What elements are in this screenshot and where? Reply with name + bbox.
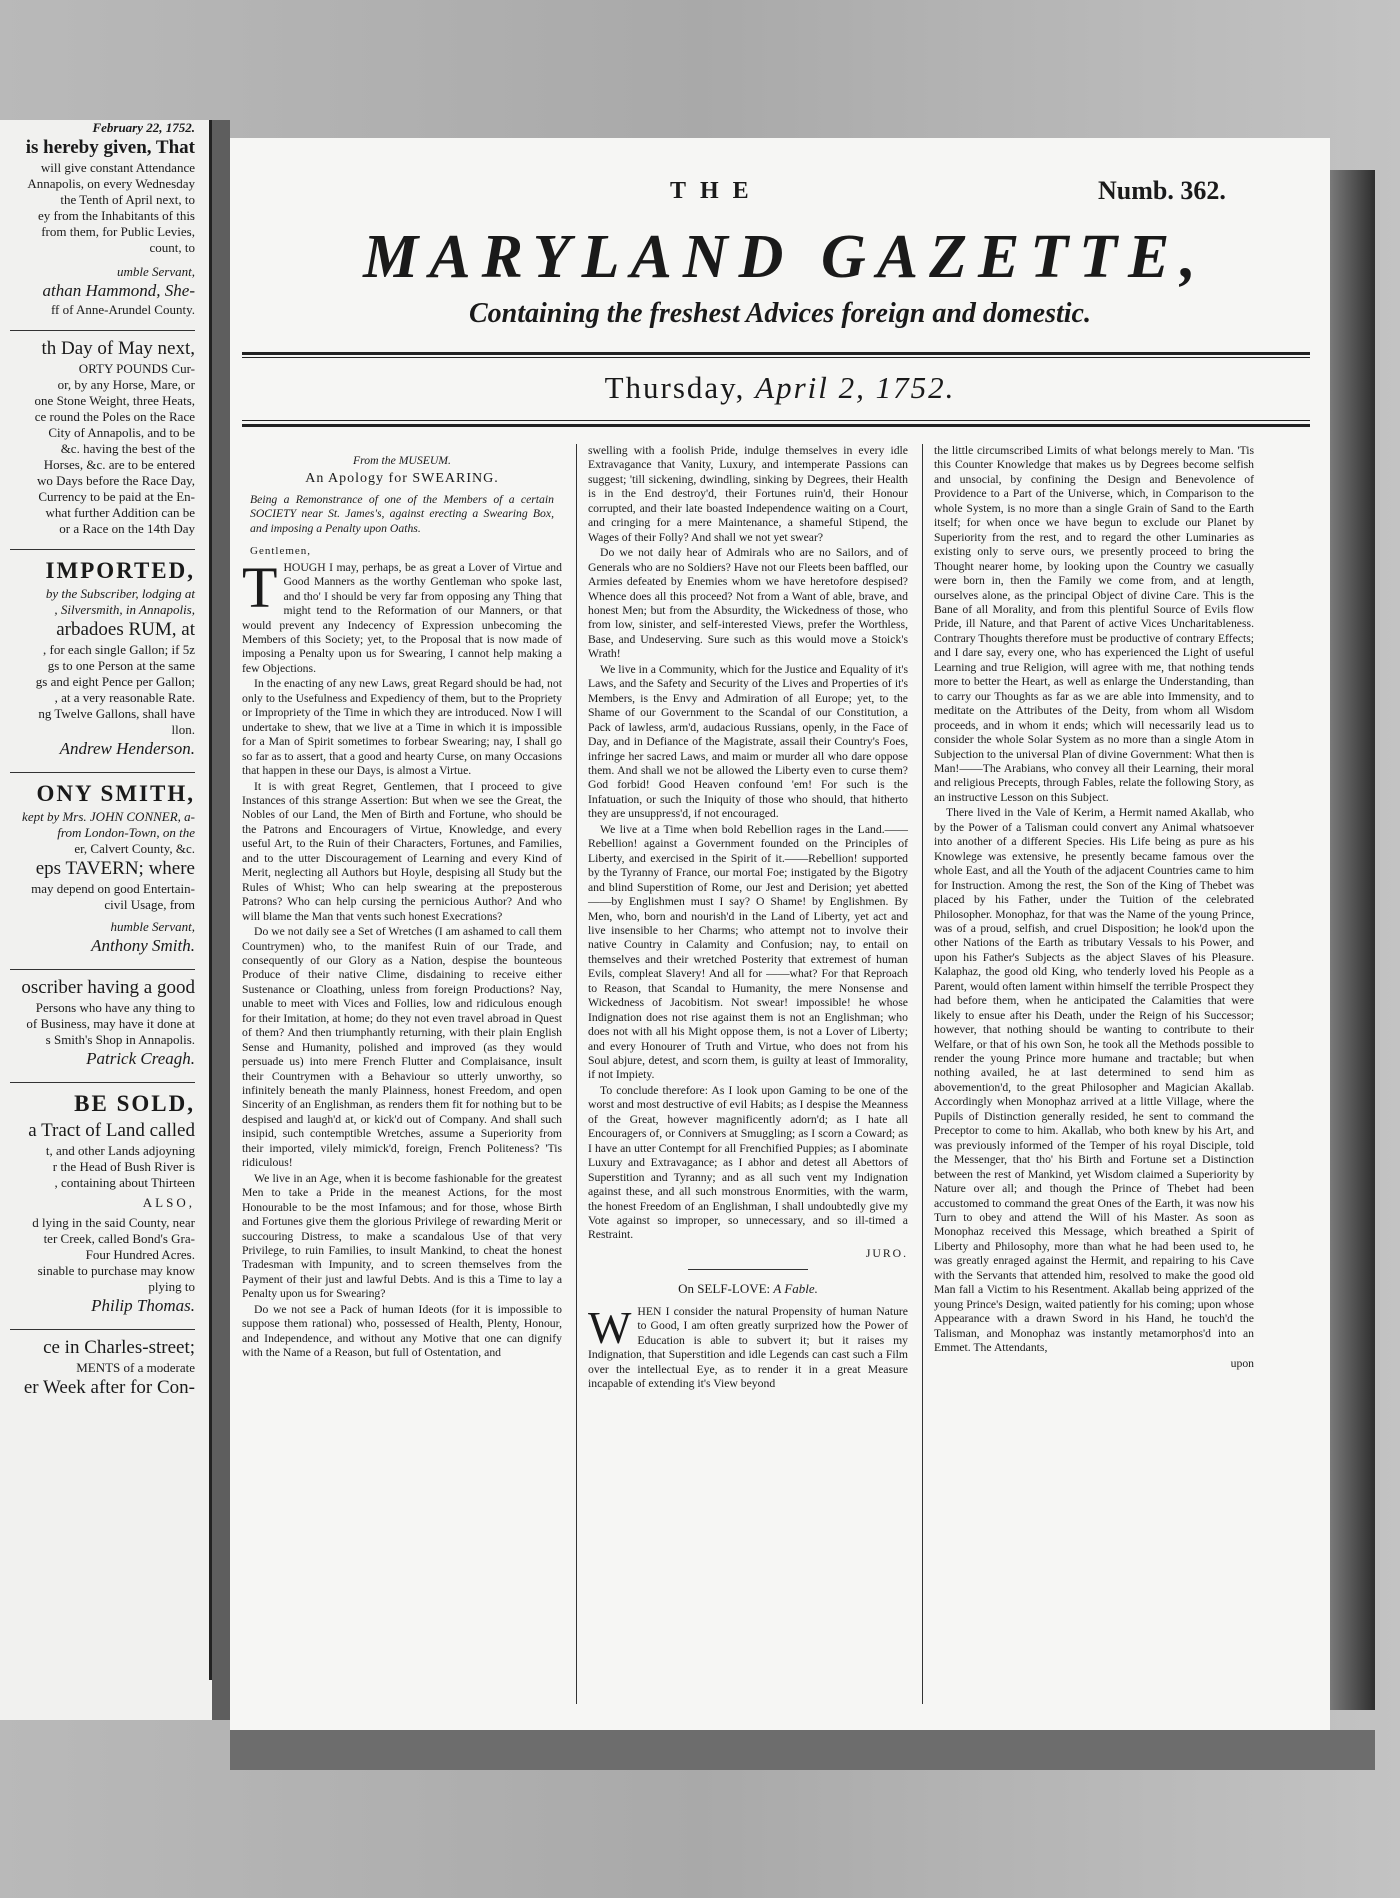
page-shadow — [230, 1730, 1375, 1770]
ad-line: count, to — [149, 240, 195, 255]
article-paragraph — [588, 1301, 908, 1392]
masthead-rule — [242, 352, 1310, 355]
ad-line: the Tenth of April next, to — [60, 192, 195, 207]
date-rule — [242, 420, 1310, 421]
ad-headline: th Day of May next, — [41, 338, 195, 359]
ad-line: from them, for Public Levies, — [41, 224, 195, 239]
ad-signer: athan Hammond, She- — [42, 281, 195, 300]
ad-line: t, and other Lands adjoyning — [45, 1143, 195, 1158]
fable-title-sub: A Fable. — [773, 1281, 818, 1297]
divider — [10, 330, 195, 331]
article-paragraph: We live at a Time when bold Rebellion rages in the Land.——Rebellion! against a Government founded on the Principles of Liberty, and exercised in the Spirit of it.——Rebellion! supported by the Tyranny of France, our mortal Foe; instigated by the Bigotry and blind Superstition of Rome, our Jest and Derision; yet abetted——by Englishmen must I say? O Shame! by Englishmen. By Men, who, born and nourish'd in the Land of Liberty, yet act and live insensible to her Charms; who attempt not to involve their native Country in Calamity and Confusion; nay, to entail on themselves and their wretched Posterity that extremest of human Evils, compleat Slavery! And all for ——what? For that Reproach to Reason, that Scandal to Humanity, the mere Nonsense and Wickedness of Jacobitism. Not swear! impossible! he whose Indignation does not rise against them is not an Englishman; who does not with all his Might oppose them, is not a Lover of Liberty; and every Honourer of Truth and Virtue, who does not from his Soul abjure, detest, and scorn them, is guilty at least of Immorality, if not Impiety. — [588, 822, 908, 1082]
ad-tract: a Tract of Land called — [28, 1120, 195, 1141]
ad-line: may depend on good Entertain- — [31, 881, 195, 896]
masthead-rule — [242, 357, 1310, 358]
fable-title-main: On SELF-LOVE: — [678, 1281, 771, 1297]
ad-race — [0, 337, 195, 537]
ad-line: ey from the Inhabitants of this — [37, 208, 195, 223]
ad-rum: arbadoes RUM, at — [56, 619, 195, 640]
date-rule — [242, 424, 1310, 427]
article-signature: JURO. — [865, 1246, 908, 1260]
issue-date — [230, 370, 1330, 406]
divider — [10, 969, 195, 970]
ad-line: or, by any Horse, Mare, or — [57, 377, 195, 392]
column-2 — [588, 444, 908, 1393]
ad-line: gs to one Person at the same — [47, 658, 195, 673]
issue-number: Numb. 362. — [1098, 176, 1226, 205]
ad-signer: Patrick Creagh. — [86, 1049, 195, 1068]
article-paragraph: There lived in the Vale of Kerim, a Hermit named Akallab, who by the Power of a Talisman could convert any Animal whatsoever into another of a different Species. His Life being as pure as his Knowlege was extensive, he presently became famous over the whole East, and all the Youth of the adjacent Countries came to him for Instruction. Among the rest, the Son of the King of Thebet was placed by his Father, under the Tuition of the celebrated Philosopher. Monophaz, for that was the Name of the young Prince, was of a proud, selfish, and cruel Disposition; he look'd upon the other Nations of the Earth as tributary Vessals to his Power, and upon his Father's Subjects as the abject Slaves of his Pleasure. Kalaphaz, the good old King, who tenderly loved his People as a Parent, would often lament within himself the terrible Prospect they had before them, when he anticipated the Calamities that were likely to ensue after his Death, under the Reign of his Successor; however, that nothing should be wanting to contribute to their Welfare, or that of his own Son, he took all the Methods possible to render the young Prince more humane and tractable; but when nothing availed, he at last determined to send him as abovemention'd, to the great Philosopher and Magician Akallab. Accordingly when Monophaz arrived at a little Village, where the Pupils of Distinction generally resided, he sent to command the Preceptor to come to him. Akallab, who both knew by his Art, and was previously informed of the Temper of his royal Disciple, told the Messenger, that tho' his Birth and Fortune set a Distinction between the rest of Mankind, yet Wisdom claimed a Superiority by Nature over all; and though the Prince of Thebet had been accustomed to command the great Ones of the Earth, it was now his Turn to obey and attend the Will of his Master. As soon as Monophaz received this Message, which breathed a Spirit of Liberty and Philosophy, more than what he had been used to, he was greatly enraged against the Hermit, and repairing to his Cave with the Servants that attended him, resolved to make the good old Man fall a Victim to his Resentment. Akallab being apprized of the young Prince's Design, waited patiently for his coming; upon whose Appearance with a drawn Sword in his Hand, he touch'd the Talisman, and Monophaz was instantly metamorphos'd into an Emmet. The Attendants, — [934, 806, 1254, 1355]
ad-tavern: eps TAVERN; where — [35, 858, 195, 879]
ad-headline: oscriber having a good — [21, 977, 195, 998]
drop-cap: W — [588, 1301, 632, 1353]
ad-line: will give constant Attendance — [40, 160, 195, 175]
ad-line: Persons who have any thing to — [35, 1000, 195, 1015]
book-gutter — [212, 120, 230, 1720]
ad-line: s Smith's Shop in Annapolis. — [45, 1032, 195, 1047]
newspaper-subtitle: Containing the freshest Advices foreign and domestic. — [469, 298, 1091, 329]
ad-line: ter Creek, called Bond's Gra- — [43, 1231, 195, 1246]
paragraph-text: HOUGH I may, perhaps, be as great a Lover of Virtue and Good Manners as the worthy Gentleman who spoke last, and tho' I should be very far from opposing any Thing that might tend to the Reformation of our Manners, or that would prevent any Indecency of Expression unbecoming the Members of this Society; yet, to the Proposal that is now made of imposing a Penalty upon us for Swearing, I cannot help making a few Objections. — [242, 560, 562, 675]
paragraph-text: HEN I consider the natural Propensity of human Nature to Good, I am often greatly surprized how the Power of Education is able to subvert it; but it raises my Indignation, that Superstition and idle Legends can cast such a Film over the intellectual Eye, as to render it in a great Measure incapable of extending it's View beyond — [588, 1304, 908, 1391]
ad-line: llon. — [171, 722, 195, 737]
ad-headline: IMPORTED, — [45, 558, 195, 583]
fable-title — [588, 1282, 908, 1296]
ad-line: kept by Mrs. JOHN CONNER, a- — [22, 809, 195, 824]
ad-line: plying to — [148, 1279, 195, 1294]
previous-page-fragment — [0, 120, 212, 1720]
ad-headline: ce in Charles-street; — [43, 1337, 195, 1358]
ad-headline: is hereby given, That — [25, 137, 195, 158]
ad-line: &c. having the best of the — [60, 441, 195, 456]
page-edge — [1330, 170, 1375, 1710]
ad-line: civil Usage, from — [104, 897, 195, 912]
ad-line: gs and eight Pence per Gallon; — [35, 674, 195, 689]
ad-line: Horses, &c. are to be entered — [43, 457, 195, 472]
article-paragraph: the little circumscribed Limits of what belongs merely to Man. 'Tis this Counter Knowledge that makes us by Degrees become selfish and unsocial, by confining the Design and Benevolence of Providence to a Part of the Universe, which, in Comparison to the whole System, is no more than a single Grain of Sand to the Earth itself; for when once we have begun to exclude our Planet by Superiority from the rest, and to regard the other Luminaries as existing only to serve ours, we presently proceed to bring the Thought nearer home, by looking upon the Country we casually were born in, then the Family we come from, and at length, ourselves alone, as the principal Object of divine Care. This is the Bane of all Morality, and from this plentiful Source of Evils flow Pride, ill Nature, and that Parent of active Vices Uncharitableness. Contrary Thoughts therefore must be productive of contrary Effects; and I dare say, every one, who has experienced the Light of useful Learning and true Religion, will agree with me, that nothing tends more to better the Heart, as well as enlarge the Understanding, than to carry our Thoughts as far as we are able into Immensity, and to meditate on the Attributes of the Deity, from whom all Wisdom proceeds, and in whom it ends; which will necessarily lead us to consider the whole Solar System as no more than a single Atom in Subjection to the universal Plan of divine Government: What then is Man!——The Arabians, who convey all their Learning, their moral and religious Precepts, through Fables, relate the following Story, as an instructive Lesson on this Subject. — [934, 444, 1254, 804]
ad-line: er Week after for Con- — [23, 1377, 195, 1398]
gazette-page — [230, 138, 1330, 1730]
ad-line: ORTY POUNDS Cur- — [78, 361, 195, 376]
ad-line: what further Addition can be — [45, 505, 195, 520]
issue-day: Thursday, — [604, 370, 746, 405]
article-divider — [688, 1269, 808, 1270]
article-paragraph: Do we not daily hear of Admirals who are no Sailors, and of Generals who are no Soldiers? Have not our Fleets been baffled, our Armies defeated by Enemies whom we have heretofore despised? Whence does all this proceed? Not from a Want of able, brave, and honest Men; but from the Absurdity, the Wickedness of those, who from low, sinister, and self-interested Views, prefer the Worthless, Base, and Undeserving. Sure such as this would move a Stoick's Wrath! — [588, 546, 908, 661]
ad-line: sinable to purchase may know — [37, 1263, 195, 1278]
previous-page-ads — [0, 120, 195, 1412]
article-paragraph: Do we not daily see a Set of Wretches (I am ashamed to call them Countrymen) who, to the manifest Ruin of our Trade, and consequently of our Glory as a Nation, despise the bounteous Produce of their native Clime, disdaining to receive either Sustenance or Cloathing, unless from foreign Productions? Nay, unable to meet with Vices and Follies, low and ridiculous enough for their Imitation, at home; do they not even travel abroad in Quest of them? And then triumphantly returning, with their plain English Sense and Humanity, polished and improved (as they would persuade us) into mere French Flutter and Complaisance, insult their Countrymen with a Behaviour so utterly unworthy, so infinitely beneath the manly Plainness, honest Freedom, and open Sincerity of an Englishman, as renders them fit for nothing but to be despised and laugh'd at, or kick'd out of Company. And shall such insipid, such contemptible Wretches, assume a Superiority from their imported, vilely mimick'd, foreign, French Politeness? 'Tis ridiculous! — [242, 925, 562, 1170]
ad-line: , containing about Thirteen — [54, 1175, 195, 1190]
article-paragraph: We live in an Age, when it is become fashionable for the greatest Men to take a Pride in the meanest Actions, for the most Honourable to be the most Infamous; and for those, whose Birth and Fortunes give them the glorious Privilege of rewarding Merit or succouring Distress, to make a scandalous Use of that very Privilege, to ruin Families, to insult Mankind, to cheat the honest Tradesman with Impunity, and to screen themselves from the Payment of their just and lawful Debts. And is this a Time to lay a Penalty upon us for Swearing? — [242, 1171, 562, 1301]
column-rule — [922, 444, 923, 1704]
ad-date: February 22, 1752. — [92, 120, 195, 135]
ad-line: r the Head of Bush River is — [52, 1159, 195, 1174]
ad-line: ce round the Poles on the Race — [34, 409, 195, 424]
article-paragraph: We live in a Community, which for the Justice and Equality of it's Laws, and the Safety and Security of the Lives and Properties of it's Members, is the Envy and Admiration of all Europe; yet, to the Shame of our Government to the Scandal of our Constitution, a Pack of lawless, arm'd, audacious Russians, openly, in the Face of Day, and in Defiance of the Magistrate, assail their Country's Foes, infringe her sacred Laws, and maim or murder all who dare oppose them. And shall we not be allowed the Liberty even to curse them? God forbid! Good Heaven confound 'em! For such is the Infatuation, or such the Iniquity of those who should, that hitherto they are unsuppress'd, if not encouraged. — [588, 662, 908, 821]
drop-cap: T — [242, 554, 278, 620]
ad-signer: Anthony Smith. — [91, 936, 195, 955]
ad-line: ff of Anne-Arundel County. — [50, 302, 195, 317]
article-paragraph: It is with great Regret, Gentlemen, that I proceed to give Instances of this strange Assertion: But when we see the Great, the Nobles of our Land, the Men of Birth and Fortune, who should be the Patrons and Encouragers of Virtue, Knowledge, and every useful Art, to the Ruin of their Characters, Fortunes, and Families, and to the utter Discouragement of Learning and every Kind of Merit, neglecting all Authors but Hoyle, despising all Study but the Rules of Whist; Who can help swearing at the preposterous Patrons? Who can help cursing the pernicious Author? And who will blame the Man that vents such honest Execrations? — [242, 779, 562, 923]
newspaper-title: MARYLAND GAZETTE, — [363, 223, 1207, 291]
divider — [10, 549, 195, 550]
article-source: From the MUSEUM. — [353, 454, 451, 467]
article-paragraph: To conclude therefore: As I look upon Gaming to be one of the worst and most destructive of evil Habits; as I despise the Meanness of the Great, however magnificently adorn'd; as I hate all Encouragers of, or Connivers at Smuggling; as I scorn a Coward; as I have an utter Contempt for all Frenchified Puppies; as I abominate Luxury and Extravagance; as I abhor and detest all Abettors of Superstition and Tyranny; and as all such vent my Indignation against these, and all such monstrous Enormities, with the warm, the honest Freedom of an Englishman, I shall undoubtedly give my Vote against so improper, so unnecessary, and so ill-timed a Restraint. — [588, 1083, 908, 1242]
ad-line: wo Days before the Race Day, — [37, 473, 195, 488]
ad-line: Annapolis, on every Wednesday — [27, 176, 195, 191]
ad-signer: Andrew Henderson. — [59, 739, 195, 758]
divider — [10, 772, 195, 773]
article-paragraph: swelling with a foolish Pride, indulge themselves in every idle Extravagance that Vanity, Luxury, and intemperate Passions can suggest; 'till sickening, dwindling, sinking by Degrees, their Health is in the End destroy'd, their Fortunes ruin'd, their Honour corrupted, and their late boasted Independence waiting on a Court, and cringing for a mere Maintenance, a shameful Stipend, the Wages of their Folly? And shall we not yet swear? — [588, 444, 908, 544]
ad-line: , at a very reasonable Rate. — [54, 690, 195, 705]
article-intro: Being a Remonstrance of one of the Members of a certain SOCIETY near St. James's, against erecting a Swearing Box, and imposing a Penalty upon Oaths. — [250, 492, 554, 535]
ad-signer: Philip Thomas. — [91, 1296, 195, 1315]
ad-line: from London-Town, on the — [57, 825, 195, 840]
divider — [10, 1329, 195, 1330]
ad-smith — [0, 779, 195, 957]
column-1 — [242, 444, 562, 1362]
ad-line: , for each single Gallon; if 5z — [43, 642, 195, 657]
ad-line: er, Calvert County, &c. — [74, 841, 195, 856]
ad-line: d lying in the said County, near — [32, 1215, 195, 1230]
ad-line: Currency to be paid at the En- — [38, 489, 195, 504]
ad-headline: ONY SMITH, — [36, 781, 195, 806]
ad-line: City of Annapolis, and to be — [48, 425, 195, 440]
article-title: An Apology for SWEARING. — [305, 471, 499, 487]
masthead-the: THE — [670, 178, 763, 204]
ad-servant: umble Servant, — [117, 264, 195, 279]
article-paragraph — [242, 554, 562, 677]
issue-date-text: April 2, 1752. — [755, 370, 956, 405]
ad-line: MENTS of a moderate — [76, 1360, 195, 1375]
ad-line: ng Twelve Gallons, shall have — [38, 706, 195, 721]
catchword: upon — [1230, 1356, 1254, 1370]
ad-line: one Stone Weight, three Heats, — [34, 393, 195, 408]
article-paragraph: Do we not see a Pack of human Ideots (for it is impossible to suppose them rational) who, possessed of Health, Plenty, Honour, and Independence, and without any Motive that one can dignify with the Name of a Reason, but full of Ostentation, and — [242, 1302, 562, 1360]
ad-line: of Business, may have it done at — [26, 1016, 195, 1031]
ad-imported — [0, 556, 195, 760]
ad-headline: BE SOLD, — [74, 1091, 195, 1116]
article-salutation: Gentlemen, — [250, 545, 312, 558]
ad-creagh — [0, 976, 195, 1070]
ad-hammond — [0, 120, 195, 318]
ad-line: Four Hundred Acres. — [85, 1247, 195, 1262]
ad-line: by the Subscriber, lodging at — [45, 586, 195, 601]
column-rule — [576, 444, 577, 1704]
ad-servant: humble Servant, — [110, 919, 195, 934]
divider — [10, 1082, 195, 1083]
ad-line: , Silversmith, in Annapolis, — [54, 602, 195, 617]
ad-also: ALSO, — [142, 1195, 195, 1210]
article-paragraph: In the enacting of any new Laws, great Regard should be had, not only to the Usefulness and Expediency of them, but to the Propriety or Impropriety of the Time in which they are introduced. Now I will undertake to shew, that we live at a Time in which it is impossible for a Man of Spirit sometimes to forbear Swearing; nay, I shall go so far as to assert, that a good and hearty Curse, on many Occasions that happen in these our Days, is almost a Virtue. — [242, 677, 562, 778]
ad-be-sold — [0, 1089, 195, 1317]
ad-line: or a Race on the 14th Day — [59, 521, 195, 536]
ad-charles-street — [0, 1336, 195, 1400]
column-3 — [934, 444, 1254, 1372]
